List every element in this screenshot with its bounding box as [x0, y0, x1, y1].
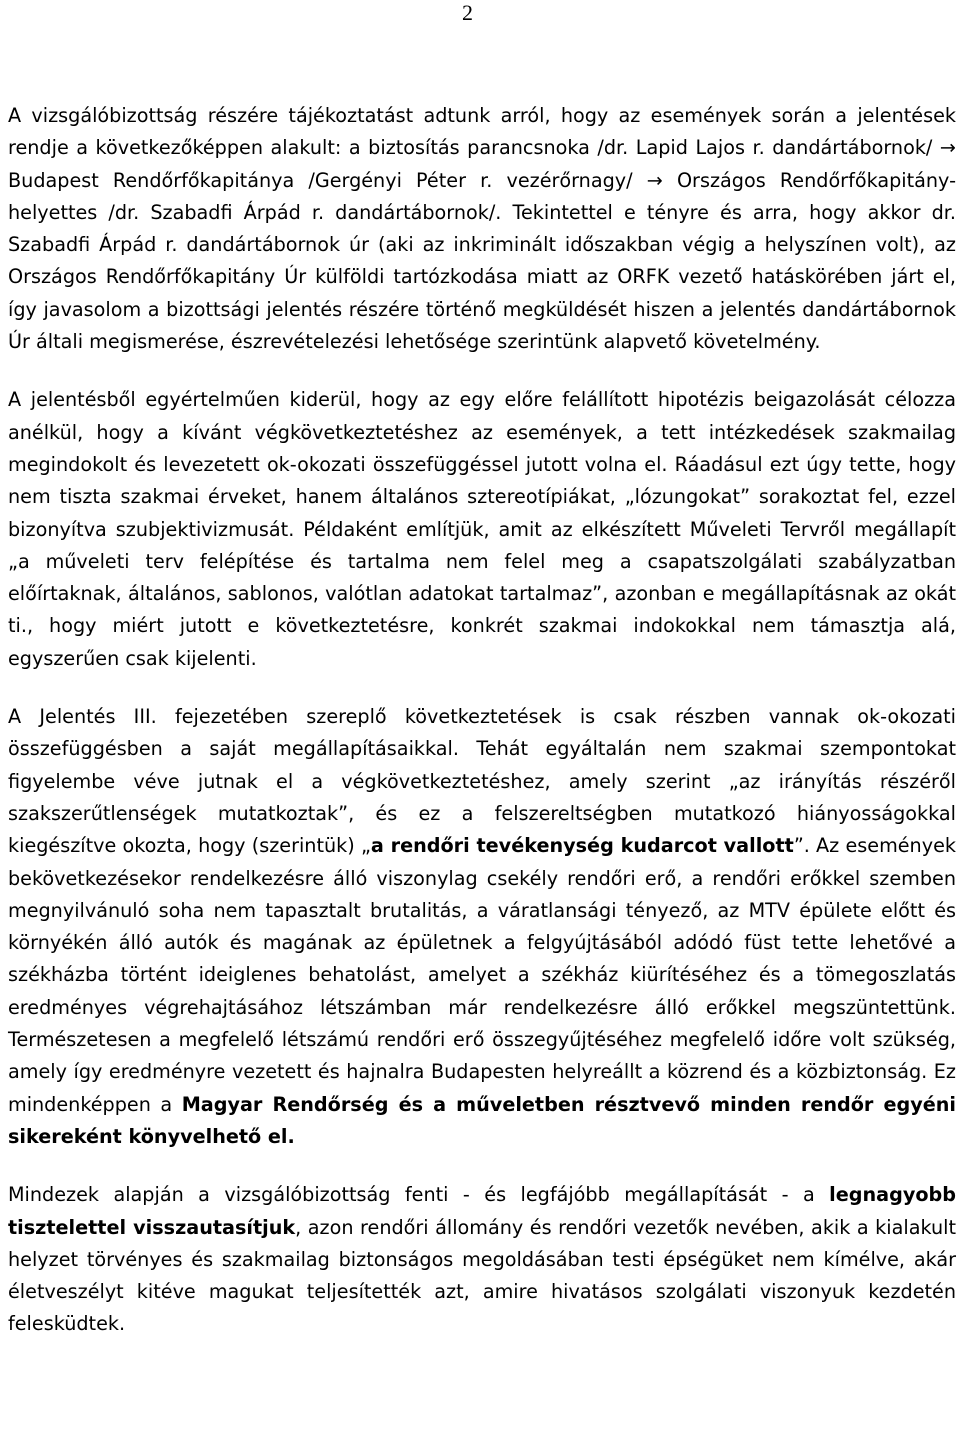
- paragraph-text: Mindezek alapján a vizsgálóbizottság fenti - és legfájóbb megállapítását - a: [8, 1183, 830, 1207]
- paragraph: [8, 701, 956, 1153]
- paragraph: [8, 100, 956, 358]
- paragraph-text: , azon rendőri állomány és rendőri vezetők nevében, akik a kialakult helyzet törvényes és szakmailag biztonságos megoldásában testi épségüket nem kímélve, akár életveszélyt kitéve magukat teljesítették azt, amire hivatásos szolgálati viszonyuk kezdetén felesküdtek.: [8, 1215, 957, 1336]
- paragraph-text: A Jelentés III. fejezetében szereplő következtetések is csak részben vannak ok-okozati összefüggésben a saját megállapításaikkal. Tehát egyáltalán nem szakmai szempontokat figyelembe véve jutnak el a végkövetkeztetéshez, amely szerint „az irányítás részéről szakszerűtlenségek mutatkoztak”, és ez a felszereltségben mutatkozó hiányosságokkal kiegészítve okozta, hogy (szerintük) „: [8, 705, 956, 858]
- emphasized-text: Magyar Rendőrség és a műveletben résztvevő minden rendőr egyéni sikereként könyvelhető el.: [8, 1092, 957, 1148]
- paragraph: [8, 1179, 956, 1340]
- document-body: [8, 100, 956, 1341]
- page-number: 2: [462, 0, 473, 25]
- paragraph-text: A jelentésből egyértelműen kiderül, hogy az egy előre felállított hipotézis beigazolását célozza anélkül, hogy a kívánt végkövetkeztetéshez az események, a tett intézkedések szakmailag megindokolt és levezetett ok-okozati összefüggéssel jutott volna el. Ráadásul ezt úgy tette, hogy nem tiszta szakmai érveket, hanem általános sztereotípiákat, „lózungokat” sorakoztat fel, ezzel bizonyítva szubjektivizmusát. Példaként említjük, amit az elkészített Műveleti Tervről megállapít „a műveleti terv felépítése és tartalma nem felel meg a csapatszolgálati szabályzatban előírtaknak, általános, sablonos, valótlan adatokat tartalmaz”, azonban e megállapításnak az okát ti., hogy miért jutott e következtetésre, konkrét szakmai indokokkal nem támasztja alá, egyszerűen csak kijelenti.: [8, 388, 956, 670]
- paragraph: [8, 384, 956, 675]
- paragraph-text: ”. Az események bekövetkezésekor rendelkezésre álló viszonylag csekély rendőri erő, a rendőri erőkkel szemben megnyilvánuló soha nem tapasztalt brutalitás, a váratlansági tényező, az MTV épülete előtt és környékén álló autók és magának az épületnek a felgyújtásából adódó füst tette lehetővé a székházba történt ideiglenes behatolást, amelyet a székház kiürítéséhez és a tömegoszlatás eredményes végrehajtásához létszámban már rendelkezésre álló erőkkel megszüntettünk. Természetesen a megfelelő létszámú rendőri erő összegyűjtéséhez megfelelő időre volt szükség, amely így eredményre vezetett és hajnalra Budapesten helyreállt a közrend és a közbiztonság. Ez mindenképpen a: [8, 834, 956, 1116]
- paragraph-text: A vizsgálóbizottság részére tájékoztatást adtunk arról, hogy az események során a jelentések rendje a következőképpen alakult: a biztosítás parancsnoka /dr. Lapid Lajos r. dandártábornok/ → Budapest Rendőrfőkapitánya /Gergényi Péter r. vezérőrnagy/ → Országos Rendőrfőkapitány-helyettes /dr. Szabadfi Árpád r. dandártábornok/. Tekintettel e tényre és arra, hogy akkor dr. Szabadfi Árpád r. dandártábornok úr (aki az inkriminált időszakban végig a helyszínen volt), az Országos Rendőrfőkapitány Úr külföldi tartózkodása miatt az ORFK vezető hatáskörében járt el, így javasolom a bizottsági jelentés részére történő megküldését hiszen a jelentés dandártábornok Úr általi megismerése, észrevételezési lehetősége szerintünk alapvető követelmény.: [8, 104, 956, 354]
- emphasized-text: legnagyobb tisztelettel visszautasítjuk: [8, 1183, 956, 1239]
- emphasized-text: a rendőri tevékenység kudarcot vallott: [370, 834, 794, 858]
